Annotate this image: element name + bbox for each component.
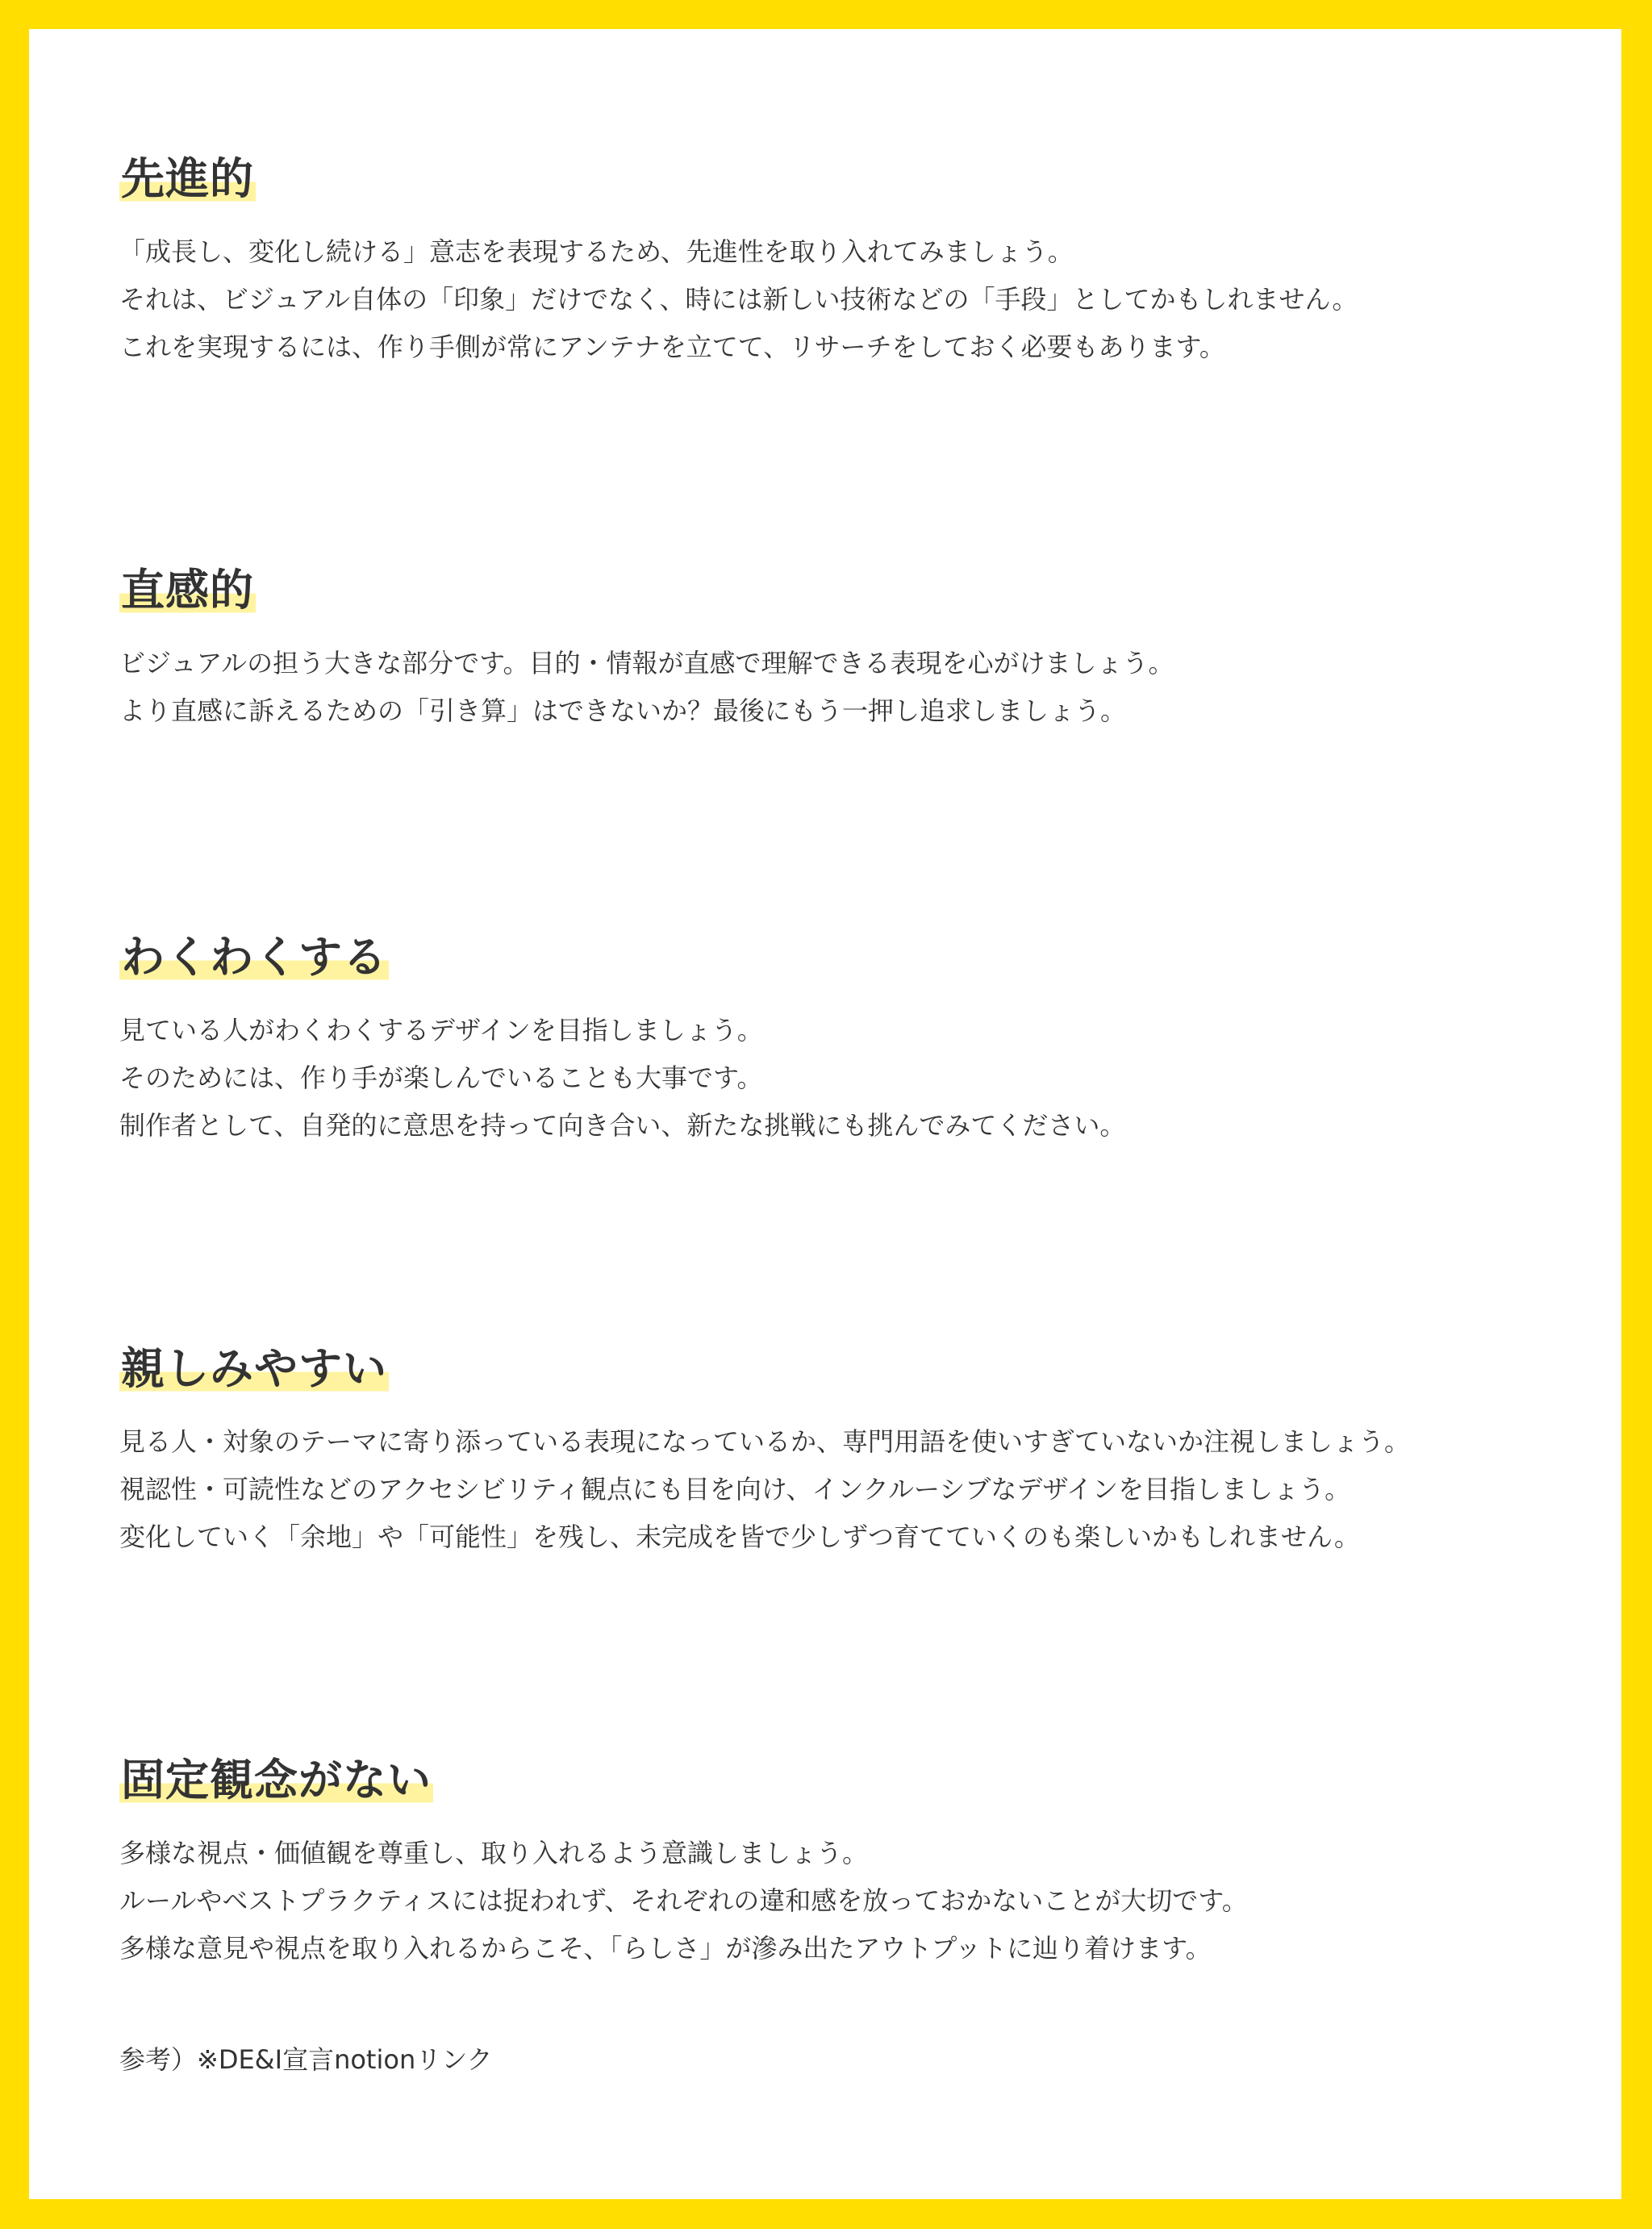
body-line: 変化していく「余地」や「可能性」を残し、未完成を皆で少しずつ育てていくのも楽しいかもしれません。 <box>119 1521 1360 1553</box>
reference-link[interactable]: 参考）※DE&I宣言notionリンク <box>119 2044 493 2075</box>
section-body <box>119 228 1571 371</box>
section-intuitive <box>119 566 1571 735</box>
body-line: 視認性・可読性などのアクセシビリティ観点にも目を向け、インクルーシブなデザインを目指しましょう。 <box>119 1474 1351 1505</box>
section-heading: 直感的 <box>121 565 254 616</box>
body-line: そのためには、作り手が楽しんでいることも大事です。 <box>119 1062 763 1094</box>
section-heading: 固定観念がない <box>121 1755 432 1805</box>
body-line: 見ている人がわくわくするデザインを目指しましょう。 <box>119 1015 763 1046</box>
body-line: より直感に訴えるための「引き算」はできないか？最後にもう一押し追求しましょう。 <box>119 695 1127 727</box>
section-heading: わくわくする <box>121 932 387 983</box>
section-approachable <box>119 1344 1571 1561</box>
body-line: これを実現するには、作り手側が常にアンテナを立てて、リサーチをしておく必要もあります。 <box>119 332 1225 363</box>
body-line: 「成長し、変化し続ける」意志を表現するため、先進性を取り入れてみましょう。 <box>119 236 1074 268</box>
section-no-stereotypes <box>119 1755 1571 1972</box>
body-line: 見る人・対象のテーマに寄り添っている表現になっているか、専門用語を使いすぎていないか注視しましょう。 <box>119 1426 1411 1458</box>
section-body <box>119 640 1571 735</box>
body-line: 多様な視点・価値観を尊重し、取り入れるよう意識しましょう。 <box>119 1838 869 1869</box>
body-line: ビジュアルの担う大きな部分です。目的・情報が直感で理解できる表現を心がけましょう。 <box>119 648 1174 679</box>
section-advanced <box>119 154 1571 371</box>
section-body <box>119 1007 1571 1150</box>
section-heading: 親しみやすい <box>121 1343 387 1394</box>
body-line: 多様な意見や視点を取り入れるからこそ、「らしさ」が滲み出たアウトプットに辿り着けます。 <box>119 1933 1212 1964</box>
body-line: それは、ビジュアル自体の「印象」だけでなく、時には新しい技術などの「手段」としてかもしれません。 <box>119 284 1358 315</box>
section-body <box>119 1830 1571 1972</box>
section-body <box>119 1418 1571 1561</box>
body-line: 制作者として、自発的に意思を持って向き合い、新たな挑戦にも挑んでみてください。 <box>119 1110 1126 1142</box>
section-exciting <box>119 933 1571 1150</box>
section-heading: 先進的 <box>121 153 254 204</box>
content-card <box>29 29 1621 2199</box>
body-line: ルールやベストプラクティスには捉われず、それぞれの違和感を放っておかないことが大切です。 <box>119 1885 1248 1917</box>
